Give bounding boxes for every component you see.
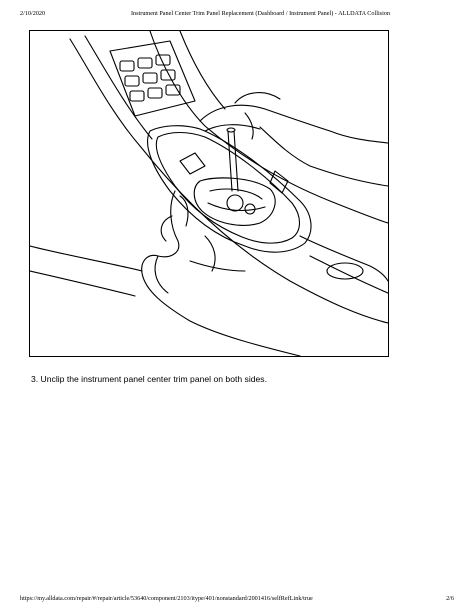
step-instruction: 3. Unclip the instrument panel center trim panel on both sides. — [31, 374, 267, 384]
page-number: 2/6 — [446, 595, 454, 602]
print-date: 2/10/2020 — [20, 10, 46, 17]
page-title: Instrument Panel Center Trim Panel Replacement (Dashboard / Instrument Panel) - ALLDATA Collision — [131, 10, 390, 17]
procedure-illustration — [29, 30, 389, 357]
page-url[interactable]: https://my.alldata.com/repair/#/repair/article/53640/component/2103/itype/401/nonstandard/2001416/selfRefLink/true — [20, 595, 313, 602]
